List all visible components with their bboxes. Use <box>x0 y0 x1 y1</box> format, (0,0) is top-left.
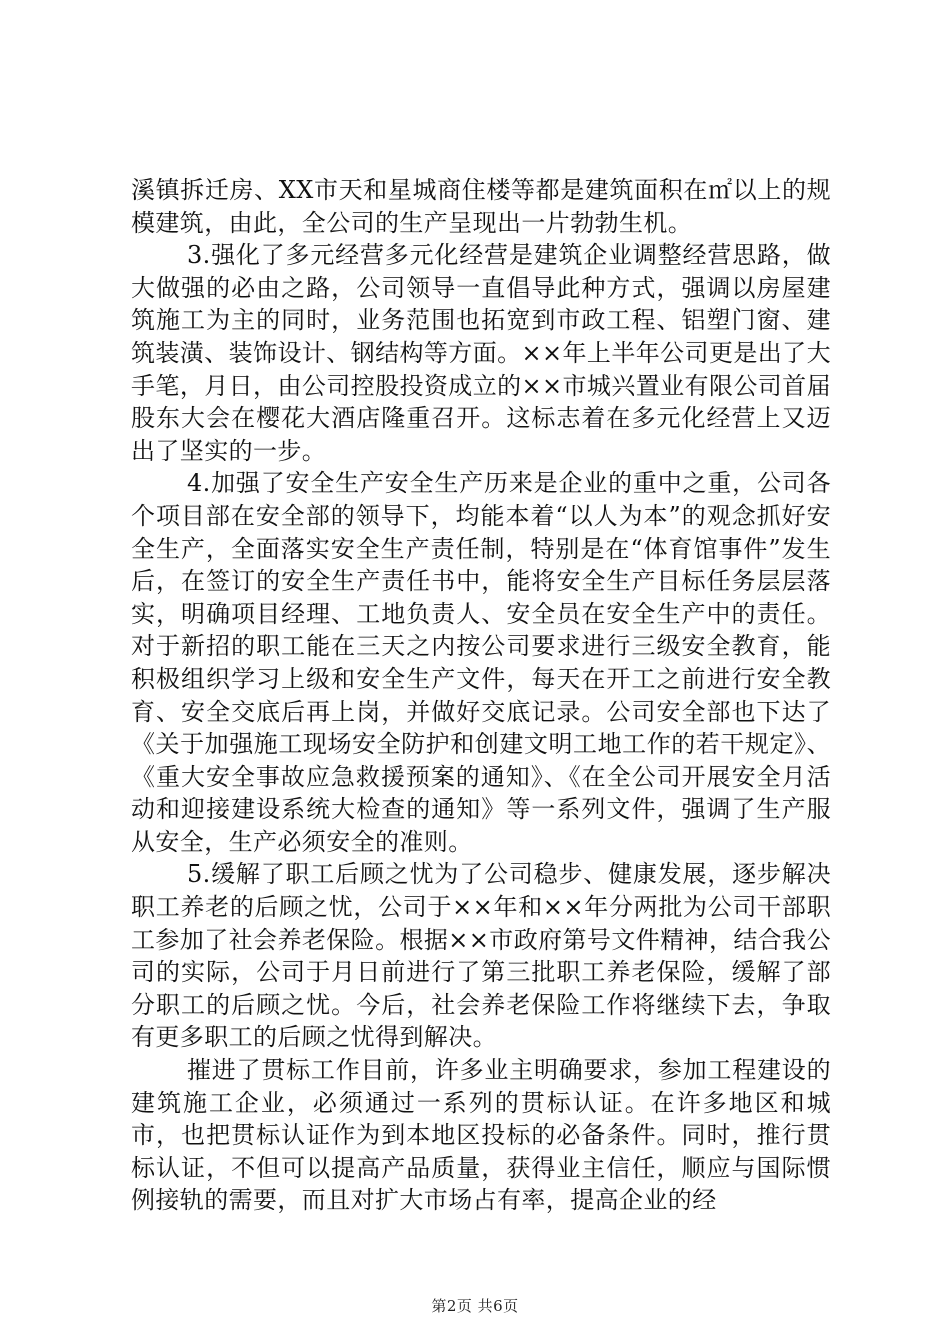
page-footer: 第2页 共6页 <box>431 1297 519 1315</box>
paragraph-standard-certification: 摧进了贯标工作目前，许多业主明确要求，参加工程建设的建筑施工企业，必须通过一系列的贯标认证。在许多地区和城市，也把贯标认证作为到本地区投标的必备条件。同时，推行贯标认证，不但可以提高产品质量，获得业主信任，顺应与国际惯例接轨的需要，而且对扩大市场占有率，提高企业的经 <box>131 1056 831 1215</box>
paragraph-diversified-operation: 3.强化了多元经营多元化经营是建筑企业调整经营思路，做大做强的必由之路，公司领导一直倡导此种方式，强调以房屋建筑施工为主的同时，业务范围也拓宽到市政工程、铝塑门窗、建筑装潢、装饰设计、钢结构等方面。××年上半年公司更是出了大手笔，月日，由公司控股投资成立的××市城兴置业有限公司首届股东大会在樱花大酒店隆重召开。这标志着在多元化经营上又迈出了坚实的一步。 <box>131 241 831 465</box>
paragraph-continuation: 溪镇拆迁房、XX市天和星城商住楼等都是建筑面积在㎡以上的规模建筑，由此，全公司的生产呈现出一片勃勃生机。 <box>131 176 831 237</box>
paragraph-safety-production: 4.加强了安全生产安全生产历来是企业的重中之重，公司各个项目部在安全部的领导下，均能本着“以人为本”的观念抓好安全生产，全面落实安全生产责任制，特别是在“体育馆事件”发生后，在签订的安全生产责任书中，能将安全生产目标任务层层落实，明确项目经理、工地负责人、安全员在安全生产中的责任。对于新招的职工能在三天之内按公司要求进行三级安全教育，能积极组织学习上级和安全生产文件，每天在开工之前进行安全教育、安全交底后再上岗，并做好交底记录。公司安全部也下达了《关于加强施工现场安全防护和创建文明工地工作的若干规定》、《重大安全事故应急救援预案的通知》、《在全公司开展安全月活动和迎接建设系统大检查的通知》等一系列文件，强调了生产服从安全，生产必须安全的准则。 <box>131 469 831 856</box>
paragraph-pension-insurance: 5.缓解了职工后顾之忧为了公司稳步、健康发展，逐步解决职工养老的后顾之忧，公司于××年和××年分两批为公司干部职工参加了社会养老保险。根据××市政府第号文件精神，结合我公司的实际，公司于月日前进行了第三批职工养老保险，缓解了部分职工的后顾之忧。今后，社会养老保险工作将继续下去，争取有更多职工的后顾之忧得到解决。 <box>131 860 831 1052</box>
document-body <box>131 174 831 1217</box>
